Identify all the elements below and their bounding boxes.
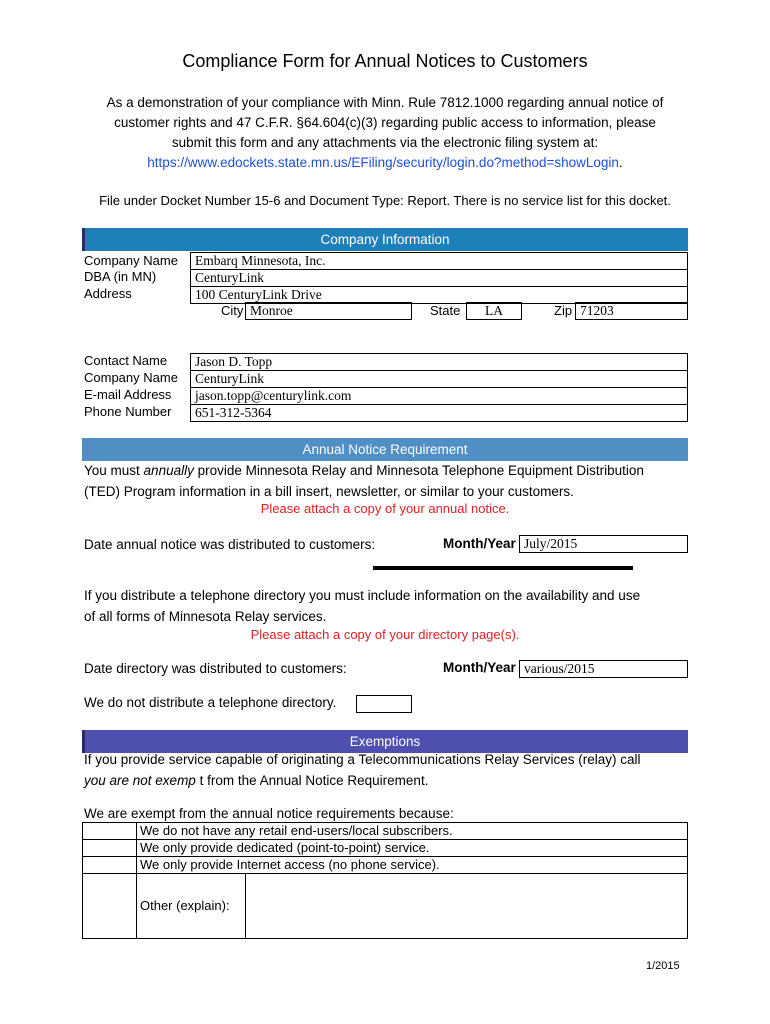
phone-label: Phone Number: [84, 404, 172, 419]
efiling-link[interactable]: https://www.edockets.state.mn.us/EFiling/security/login.do?method=showLogin: [147, 155, 619, 170]
phone-field[interactable]: 651-312-5364: [190, 404, 688, 422]
company-name-field[interactable]: Embarq Minnesota, Inc.: [190, 252, 688, 270]
intro-line-2: customer rights and 47 C.F.R. §64.604(c)(3) regarding public access to information, please: [114, 115, 656, 130]
company-information-header: [82, 228, 688, 251]
exemption-reason: We do not have any retail end-users/local subscribers.: [137, 823, 688, 840]
city-label: City: [221, 303, 244, 318]
annual-notice-month-year-field[interactable]: July/2015: [519, 535, 688, 553]
exemptions-title: Exemptions: [349, 734, 421, 749]
directory-attach-note: Please attach a copy of your directory page(s).: [250, 627, 520, 642]
email-field[interactable]: jason.topp@centurylink.com: [190, 387, 688, 405]
directory-line-2: of all forms of Minnesota Relay services.: [84, 608, 327, 624]
annual-notice-month-year-label: Month/Year: [443, 536, 516, 551]
city-field[interactable]: Monroe: [245, 302, 412, 320]
directory-month-year-field[interactable]: various/2015: [519, 660, 688, 678]
address-label: Address: [84, 286, 132, 301]
email-label: E-mail Address: [84, 387, 172, 402]
dba-field[interactable]: CenturyLink: [190, 269, 688, 287]
exemption-check-cell[interactable]: [83, 840, 137, 857]
exemptions-line-1: If you provide service capable of originating a Telecommunications Relay Services (relay) call: [84, 752, 641, 767]
exemption-reason: We only provide Internet access (no phone service).: [137, 857, 688, 874]
exemption-reason-intro: We are exempt from the annual notice requirements because:: [84, 806, 454, 821]
annual-notice-text-start: You must: [84, 463, 144, 478]
exemptions-line-2: [84, 771, 694, 792]
dba-label: DBA (in MN): [84, 269, 157, 284]
annual-notice-text-rest: provide Minnesota Relay and Minnesota Telephone Equipment Distribution: [193, 463, 644, 478]
directory-date-label: Date directory was distributed to customers:: [84, 661, 347, 676]
exemption-check-cell[interactable]: [83, 823, 137, 840]
exemption-row: [83, 823, 688, 840]
annual-notice-line-2: (TED) Program information in a bill insert, newsletter, or similar to your customers.: [84, 483, 574, 499]
exemptions-text-rest: t from the Annual Notice Requirement.: [195, 772, 429, 788]
contact-company-label: Company Name: [84, 370, 178, 385]
annual-notice-paragraph: [84, 461, 694, 502]
exemption-check-cell[interactable]: [83, 874, 137, 939]
other-explain-field[interactable]: [246, 874, 688, 939]
annual-notice-header: Annual Notice Requirement: [82, 438, 688, 461]
directory-line-1: If you distribute a telephone directory you must include information on the availability and use: [84, 588, 641, 603]
exemption-reason: We only provide dedicated (point-to-point) service.: [137, 840, 688, 857]
address-field[interactable]: 100 CenturyLink Drive: [190, 286, 688, 304]
annual-notice-emphasis: annually: [143, 463, 194, 478]
contact-company-field[interactable]: CenturyLink: [190, 370, 688, 388]
no-directory-label: We do not distribute a telephone directory.: [84, 695, 337, 710]
docket-suffix: . There is no service list for this docket.: [446, 193, 671, 208]
state-label: State: [430, 303, 461, 318]
docket-instructions: [0, 193, 770, 208]
intro-paragraph: [60, 93, 710, 173]
zip-label: Zip: [554, 303, 573, 318]
company-information-title: Company Information: [320, 232, 450, 247]
contact-name-label: Contact Name: [84, 353, 168, 368]
annual-notice-attach-note: Please attach a copy of your annual notice.: [260, 501, 510, 516]
exemption-other-row: [83, 874, 688, 939]
other-explain-label: Other (explain):: [137, 874, 246, 939]
intro-line-1: As a demonstration of your compliance with Minn. Rule 7812.1000 regarding annual notice of: [106, 95, 664, 110]
efiling-link-suffix: .: [618, 155, 623, 170]
section-divider: [373, 566, 633, 570]
exemption-check-cell[interactable]: [83, 857, 137, 874]
header-edge: [82, 228, 85, 251]
intro-line-3: submit this form and any attachments via the electronic filing system at:: [171, 135, 599, 150]
no-directory-checkbox[interactable]: [356, 695, 412, 713]
company-name-label: Company Name: [84, 253, 178, 268]
exemption-row: [83, 857, 688, 874]
contact-name-field[interactable]: Jason D. Topp: [190, 353, 688, 371]
docket-prefix: File under Docket Number: [99, 193, 255, 208]
exemptions-paragraph: [84, 750, 694, 791]
form-title: Compliance Form for Annual Notices to Customers: [182, 51, 588, 71]
zip-field[interactable]: 71203: [575, 302, 688, 320]
exemptions-emphasis: you are not exemp: [84, 772, 196, 788]
directory-paragraph: [84, 586, 699, 627]
form-revision-date: 1/2015: [646, 960, 680, 972]
annual-notice-date-label: Date annual notice was distributed to customers:: [84, 537, 376, 552]
state-field[interactable]: LA: [466, 302, 522, 320]
docket-number: 15-6: [254, 193, 281, 208]
docket-middle: and Document Type:: [280, 193, 408, 208]
exemption-reasons-table: [82, 822, 688, 939]
annual-notice-line-1: [84, 461, 694, 482]
document-type: Report: [407, 193, 447, 208]
exemption-row: [83, 840, 688, 857]
directory-month-year-label: Month/Year: [443, 660, 516, 675]
efiling-link-line: [60, 153, 710, 173]
